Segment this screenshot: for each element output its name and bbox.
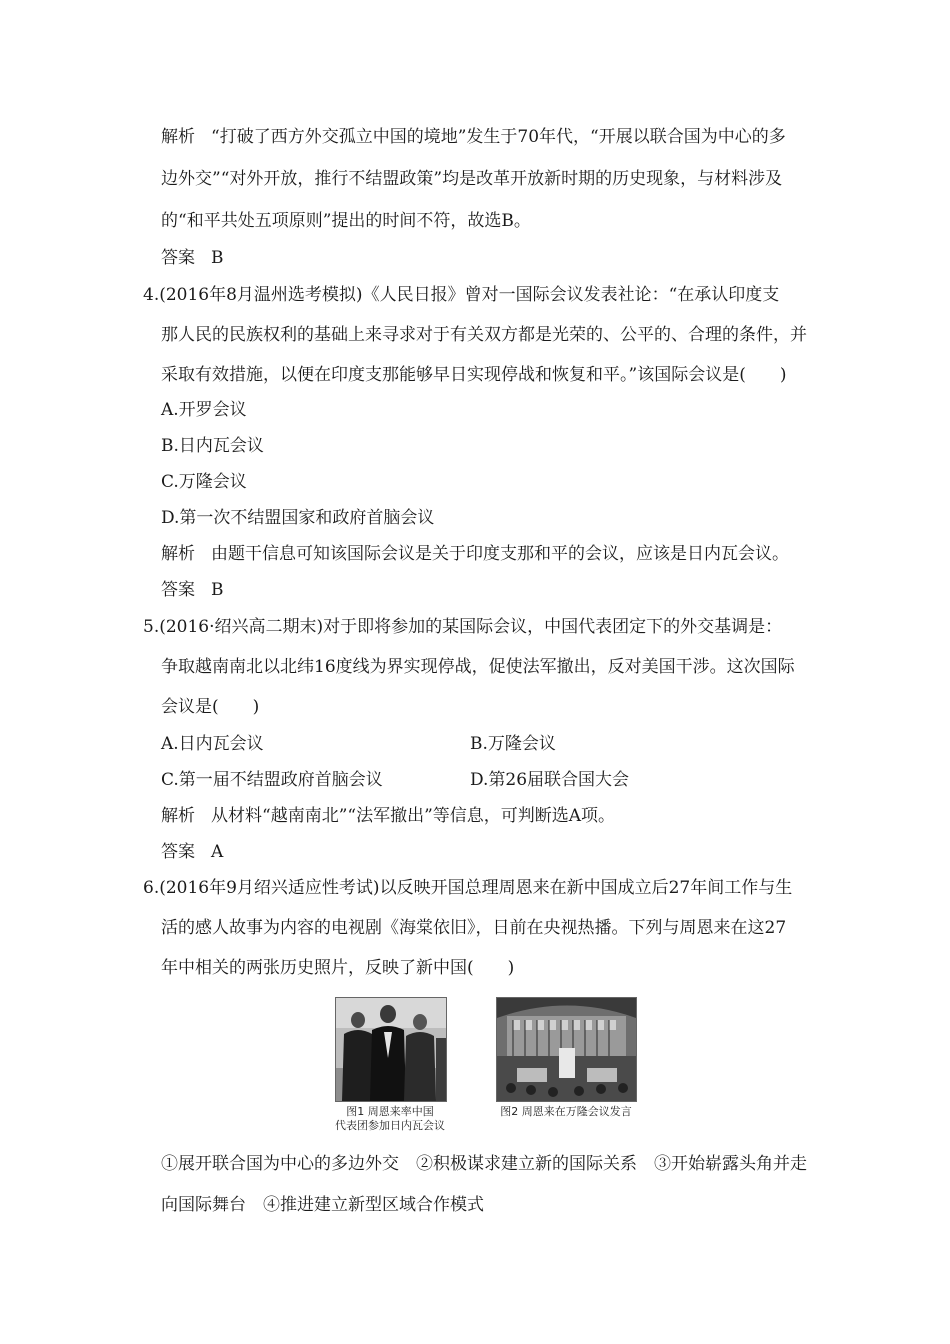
- question-4-option-a: A.开罗会议: [161, 400, 247, 420]
- analysis-3-line-1: 解析 “打破了西方外交孤立中国的境地”发生于70年代，“开展以联合国为中心的多: [161, 127, 786, 147]
- question-6-line-1: 6.(2016年9月绍兴适应性考试)以反映开国总理周恩来在新中国成立后27年间工作与生: [143, 878, 793, 898]
- answer-4: 答案 B: [161, 580, 224, 600]
- question-5-line-2: 争取越南南北以北纬16度线为界实现停战，促使法军撤出，反对美国干涉。这次国际: [161, 657, 795, 677]
- analysis-3-line-2: 边外交”“对外开放，推行不结盟政策”均是改革开放新时期的历史现象，与材料涉及: [161, 169, 783, 189]
- question-6-choices-line-1: ①展开联合国为中心的多边外交 ②积极谋求建立新的国际关系 ③开始崭露头角并走: [161, 1154, 807, 1174]
- figure-1-image: [336, 998, 446, 1101]
- question-4-option-c: C.万隆会议: [161, 472, 247, 492]
- answer-5: 答案 A: [161, 842, 224, 862]
- analysis-4: 解析 由题干信息可知该国际会议是关于印度支那和平的会议，应该是日内瓦会议。: [161, 544, 789, 564]
- question-5-option-d: D.第26届联合国大会: [470, 770, 630, 790]
- figure-2-caption: 图2 周恩来在万隆会议发言: [500, 1105, 632, 1118]
- question-5-option-a: A.日内瓦会议: [161, 734, 264, 754]
- figure-2-photo: [496, 997, 637, 1102]
- question-5-line-1: 5.(2016·绍兴高二期末)对于即将参加的某国际会议，中国代表团定下的外交基调是：: [143, 617, 783, 637]
- question-6-line-3: 年中相关的两张历史照片，反映了新中国( ): [161, 958, 515, 978]
- figure-2-image: [497, 998, 636, 1101]
- question-4-option-b: B.日内瓦会议: [161, 436, 264, 456]
- question-6-choices-line-2: 向国际舞台 ④推进建立新型区域合作模式: [161, 1195, 484, 1215]
- question-4-option-d: D.第一次不结盟国家和政府首脑会议: [161, 508, 435, 528]
- figure-1-caption: 图1 周恩来率中国 代表团参加日内瓦会议: [335, 1105, 445, 1132]
- question-5-option-c: C.第一届不结盟政府首脑会议: [161, 770, 383, 790]
- question-4-line-2: 那人民的民族权利的基础上来寻求对于有关双方都是光荣的、公平的、合理的条件，并: [161, 325, 807, 345]
- analysis-3-line-3: 的“和平共处五项原则”提出的时间不符，故选B。: [161, 211, 531, 231]
- analysis-label: 解析: [161, 127, 195, 147]
- question-5-line-3: 会议是( ): [161, 697, 260, 717]
- question-4-line-1: 4.(2016年8月温州选考模拟)《人民日报》曾对一国际会议发表社论：“在承认印度支: [143, 285, 780, 305]
- question-5-option-b: B.万隆会议: [470, 734, 556, 754]
- question-4-line-3: 采取有效措施，以便在印度支那能够早日实现停战和恢复和平。”该国际会议是( ): [161, 365, 787, 385]
- answer-3: 答案 B: [161, 248, 224, 268]
- analysis-5: 解析 从材料“越南南北”“法军撤出”等信息，可判断选A项。: [161, 806, 616, 826]
- question-6-line-2: 活的感人故事为内容的电视剧《海棠依旧》，日前在央视热播。下列与周恩来在这27: [161, 918, 787, 938]
- figure-1-photo: [335, 997, 447, 1102]
